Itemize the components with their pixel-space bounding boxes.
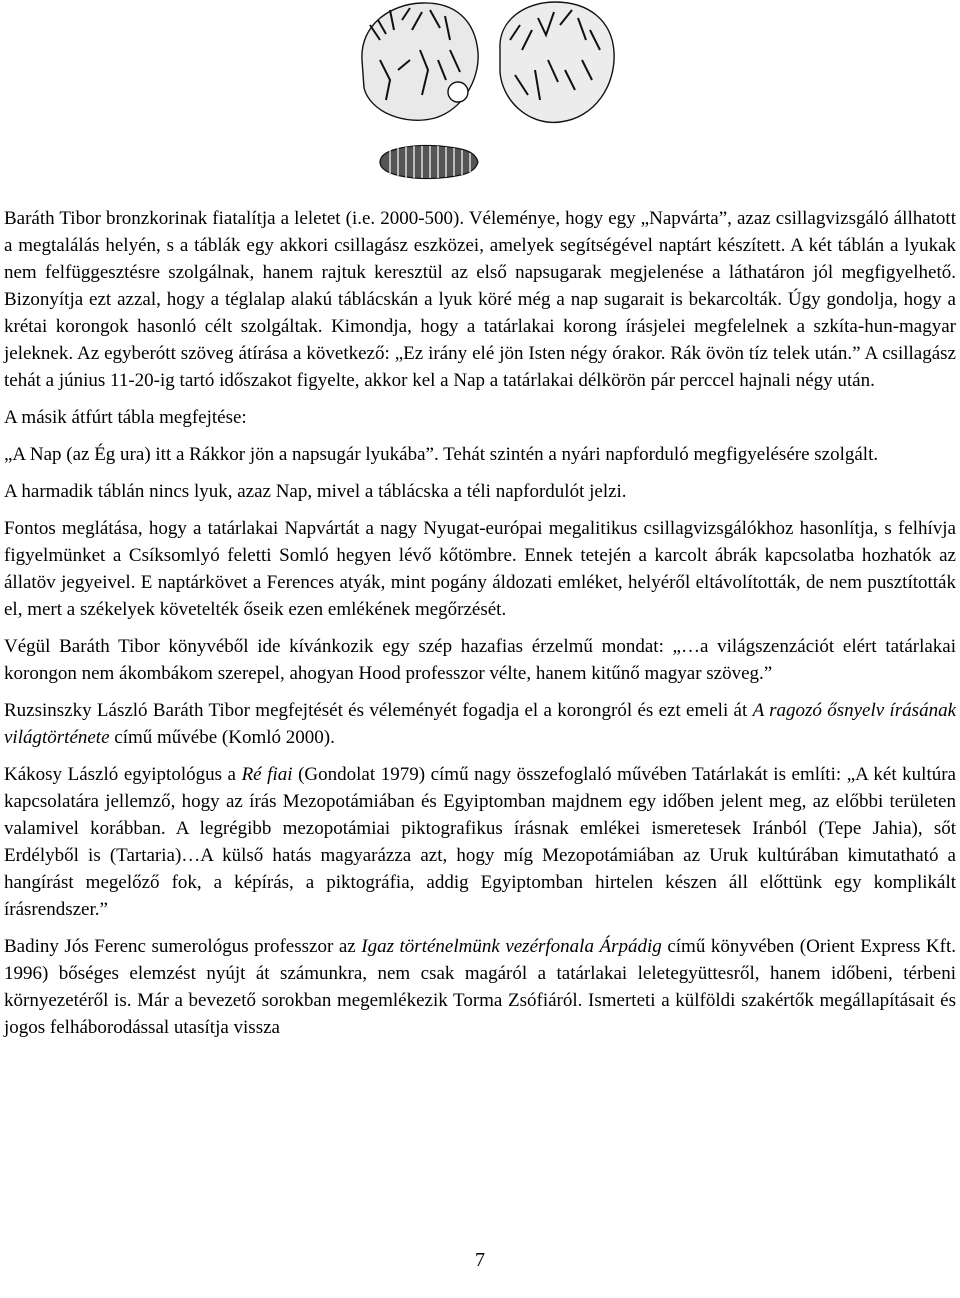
paragraph-8 [4,761,956,923]
paragraph-3: „A Nap (az Ég ura) itt a Rákkor jön a napsugár lyukába”. Tehát szintén a nyári napforduló megfigyelésére szolgált. [4,444,879,465]
page-number: 7 [475,1249,485,1271]
tablet-illustration-icon [350,0,630,192]
paragraph-8-text-a: Kákosy László egyiptológus a [4,764,242,785]
paragraph-1: Baráth Tibor bronzkorinak fiatalítja a leletet (i.e. 2000-500). Véleménye, hogy egy „Napvárta”, azaz csillagvizsgáló állhatott a megtalálás helyén, s a táblák egy akkori csillagász eszközei, amelyek segítségével naptárt készített. A két táblán a lyukak nem felfüggesztésre szolgálnak, hanem rajtuk keresztül az első napsugarak megjelenése a láthatáron jól megfigyelhető. Bizonyítja ezt azzal, hogy a téglalap alakú táblácskán a lyuk köré még a nap sugarait is bekarcolták. Úgy gondolja, hogy a krétai korongok hasonló célt szolgáltak. Kimondja, hogy a tatárlakai korong írásjelei megfelelnek a szkíta-hun-magyar jeleknek. Az egyberótt szöveg átírása a következő: „Ez irány elé jön Isten négy órakor. Rák övön tíz telek után.” A csillagász tehát a június 11-20-ig tartó időszakot figyelte, akkor kel a Nap a tatárlakai délkörön pár perccel hajnali négy után. [4,208,956,391]
paragraph-9-text-b: című könyvében (Orient Express Kft. 1996) bőséges elemzést nyújt át számunkra, nem csak magáról a tatárlakai leletegyüttesről, hanem időbeni, térbeni környezetéről is. Már a bevezető sorokban megemlékezik Torma Zsófiáról. Ismerteti a külföldi szakértők megállapításait és jogos felháborodással utasítja vissza [4,936,956,1038]
paragraph-5: Fontos meglátása, hogy a tatárlakai Napvártát a nagy Nyugat-európai megalitikus csillagvizsgálókhoz hasonlítja, s felhívja figyelmünket a Csíksomlyó feletti Somló hegyen lévő kőtömbre. Ennek tetején a karcolt ábrák kapcsolatba hozhatók az állatöv jegyeivel. E naptárkövet a Ferences atyák, mint pogány áldozati emléket, helyéről eltávolították, de nem pusztították el, mert a székelyek követelték őseik ezen emlékének megőrzését. [4,518,956,620]
paragraph-9 [4,933,956,1041]
paragraph-7 [4,697,956,751]
paragraph-4: A harmadik táblán nincs lyuk, azaz Nap, mivel a táblácska a téli napfordulót jelzi. [4,481,627,502]
paragraph-8-text-b: (Gondolat 1979) című nagy összefoglaló művében Tatárlakát is említi: „A két kultúra kapcsolatára jellemző, hogy az írás Mezopotámiában és Egyiptomban majdnem egy időben jelent meg, az előbbi területen valamivel korábban. A legrégibb mezopotámiai piktografikus írásnak emlékei ismeretesek Iránból (Tepe Jahia), sőt Erdélyből is (Tartaria)…A külső hatás magyarázza azt, hogy míg Mezopotámiában az Uruk kultúrában kimutatható a hangírást megelőző fok, a képírás, a piktográfia, addig Egyiptomban hirtelen készen áll előttünk egy komplikált írásrendszer.” [4,764,956,920]
book-title-badiny: Igaz történelmünk vezérfonala Árpádig [361,936,662,957]
paragraph-2: A másik átfúrt tábla megfejtése: [4,407,247,428]
body-text [4,205,956,1051]
paragraph-6: Végül Baráth Tibor könyvéből ide kívánkozik egy szép hazafias érzelmű mondat: „…a világszenzációt elért tatárlakai korongon nem ákombákom szerepel, ahogyan Hood professzor vélte, hanem kitűnő magyar szöveg.” [4,636,956,684]
paragraph-7-text-b: című művébe (Komló 2000). [109,727,335,748]
paragraph-9-text-a: Badiny Jós Ferenc sumerológus professzor az [4,936,362,957]
paragraph-7-text-a: Ruzsinszky László Baráth Tibor megfejtését és véleményét fogadja el a korongról és ezt emeli át [4,700,753,721]
book-title-kakosy: Ré fiai [241,764,293,785]
book-title-ruzsinszky: A ragozó ősnyelv írásának világtörténete [4,700,956,748]
